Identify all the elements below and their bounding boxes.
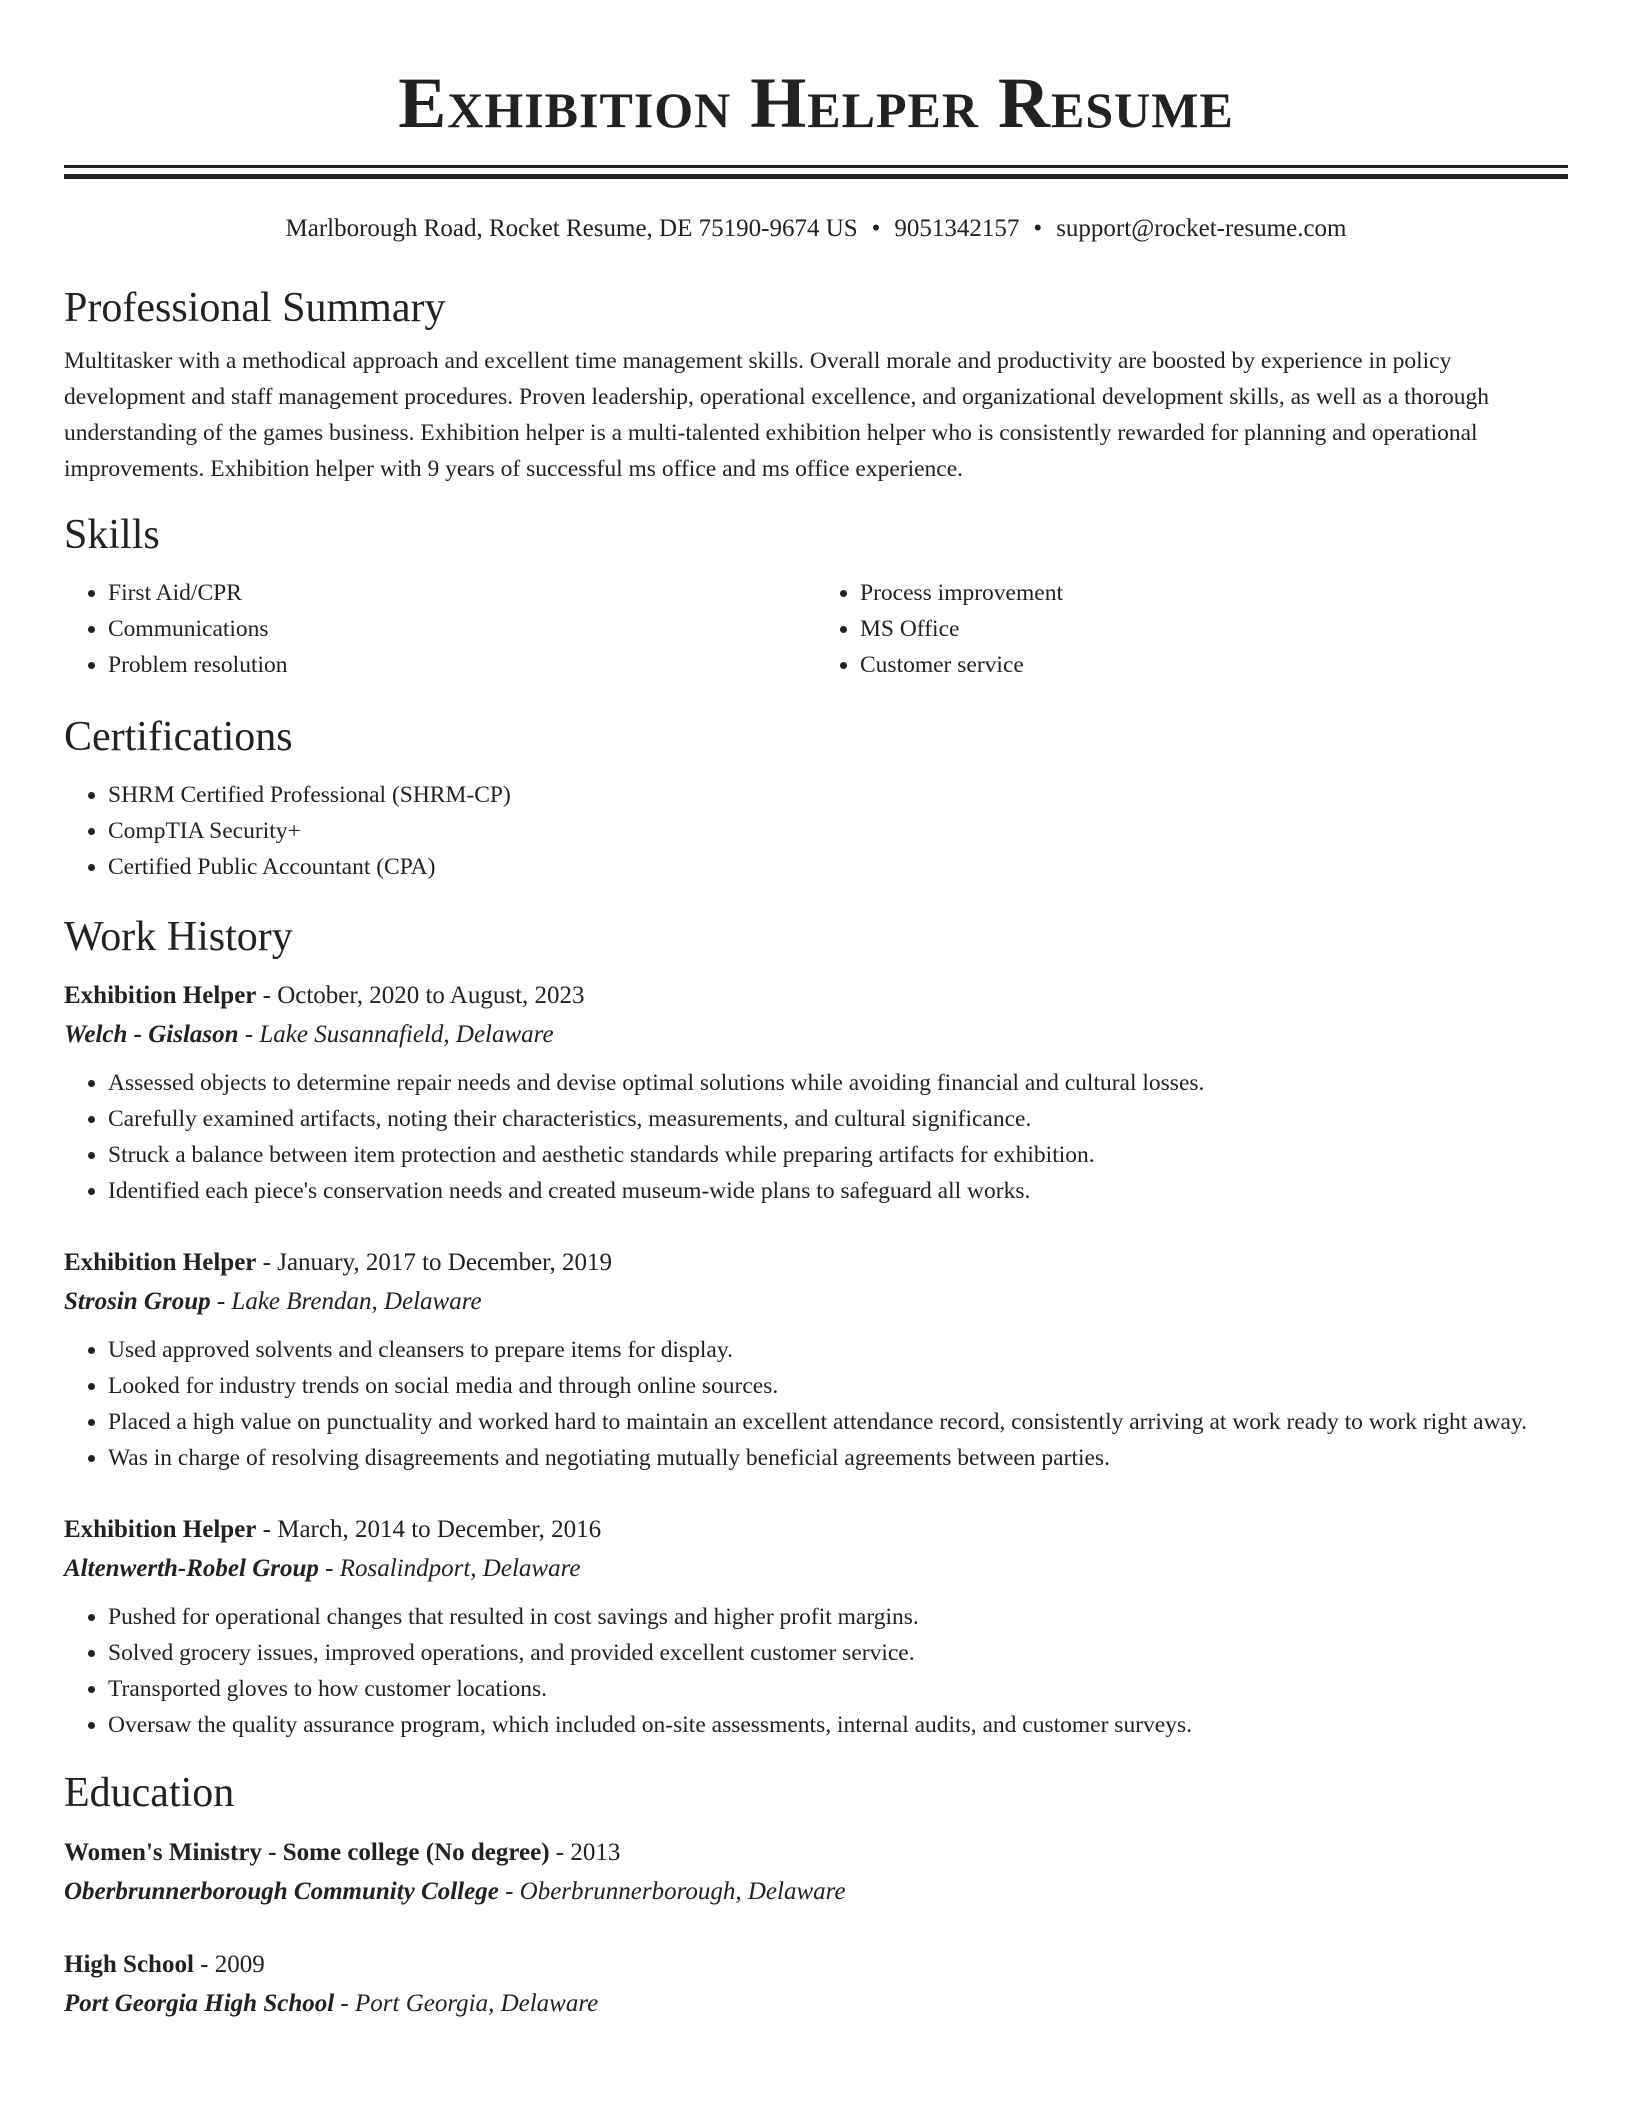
education-entry <box>64 1834 1568 1912</box>
skills-list <box>64 575 1568 683</box>
contact-phone: 9051342157 <box>894 215 1020 242</box>
education-year: - 2009 <box>193 1951 265 1978</box>
skill-item: • MS Office <box>860 611 1568 647</box>
skill-item: • Problem resolution <box>108 647 816 683</box>
education-school: Port Georgia High School <box>64 1990 335 2017</box>
job-bullet: • Carefully examined artifacts, noting their characteristics, measurements, and cultural significance. <box>108 1101 1568 1137</box>
job-bullet: • Placed a high value on punctuality and worked hard to maintain an excellent attendance record, consistently arriving at work ready to work right away. <box>108 1404 1568 1440</box>
education-heading: Education <box>64 1770 235 1816</box>
skill-item: • Process improvement <box>860 575 1568 611</box>
contact-separator: • <box>871 215 881 242</box>
job-dates: - October, 2020 to August, 2023 <box>256 982 585 1009</box>
job-bullet: • Oversaw the quality assurance program, which included on-site assessments, internal audits, and customer surveys. <box>108 1707 1568 1743</box>
education-degree-line <box>64 1834 1568 1872</box>
job-company-line <box>64 1282 1568 1322</box>
certification-item: • SHRM Certified Professional (SHRM-CP) <box>108 777 1568 813</box>
job-bullet: • Assessed objects to determine repair needs and devise optimal solutions while avoiding financial and cultural losses. <box>108 1065 1568 1101</box>
job-title-line <box>64 1244 1568 1282</box>
education-degree-line <box>64 1946 1568 1984</box>
job-entry <box>64 977 1568 1209</box>
job-title: Exhibition Helper <box>64 1249 257 1276</box>
job-bullet: • Was in charge of resolving disagreements and negotiating mutually beneficial agreements between parties. <box>108 1440 1568 1476</box>
contact-separator: • <box>1033 215 1043 242</box>
education-degree: Women's Ministry - Some college (No degree) <box>64 1839 550 1866</box>
contact-address: Marlborough Road, Rocket Resume, DE 75190-9674 US <box>285 215 858 242</box>
education-location: - Port Georgia, Delaware <box>334 1990 599 2017</box>
job-dates: - January, 2017 to December, 2019 <box>256 1249 612 1276</box>
job-bullet: • Looked for industry trends on social media and through online sources. <box>108 1368 1568 1404</box>
job-title: Exhibition Helper <box>64 1516 257 1543</box>
job-company-line <box>64 1015 1568 1055</box>
skills-column-right <box>816 575 1568 683</box>
resume-title: Exhibition Helper Resume <box>398 63 1234 143</box>
job-bullet: • Pushed for operational changes that resulted in cost savings and higher profit margins. <box>108 1599 1568 1635</box>
education-school-line <box>64 1872 1568 1912</box>
education-degree: High School <box>64 1951 194 1978</box>
work-history-heading: Work History <box>64 914 293 960</box>
job-location: - Lake Susannafield, Delaware <box>238 1021 554 1048</box>
contact-email: support@rocket-resume.com <box>1056 215 1347 242</box>
certifications-list <box>64 777 1568 885</box>
job-bullet: • Used approved solvents and cleansers to prepare items for display. <box>108 1332 1568 1368</box>
job-location: - Lake Brendan, Delaware <box>210 1288 482 1315</box>
certification-item: • Certified Public Accountant (CPA) <box>108 849 1568 885</box>
job-dates: - March, 2014 to December, 2016 <box>256 1516 602 1543</box>
certifications-heading: Certifications <box>64 714 293 760</box>
certification-item: • CompTIA Security+ <box>108 813 1568 849</box>
skill-item: • Customer service <box>860 647 1568 683</box>
skills-column-left <box>64 575 816 683</box>
job-entry <box>64 1511 1568 1743</box>
job-bullet: • Transported gloves to how customer locations. <box>108 1671 1568 1707</box>
job-company: Strosin Group <box>64 1288 211 1315</box>
contact-line <box>64 212 1568 246</box>
education-school: Oberbrunnerborough Community College <box>64 1878 499 1905</box>
education-location: - Oberbrunnerborough, Delaware <box>498 1878 846 1905</box>
job-bullets <box>64 1599 1568 1743</box>
job-bullet: • Identified each piece's conservation needs and created museum-wide plans to safeguard all works. <box>108 1173 1568 1209</box>
job-location: - Rosalindport, Delaware <box>318 1555 581 1582</box>
job-company: Altenwerth-Robel Group <box>64 1555 319 1582</box>
job-bullet: • Solved grocery issues, improved operations, and provided excellent customer service. <box>108 1635 1568 1671</box>
job-company: Welch - Gislason <box>64 1021 239 1048</box>
job-title: Exhibition Helper <box>64 982 257 1009</box>
job-company-line <box>64 1549 1568 1589</box>
job-title-line <box>64 977 1568 1015</box>
summary-text: Multitasker with a methodical approach and excellent time management skills. Overall morale and productivity are boosted by experience in policy development and staff management procedures. Proven leadership, operational excellence, and organizational development skills, as well as a thorough understanding of the games business. Exhibition helper is a multi-talented exhibition helper who is consistently rewarded for planning and operational improvements. Exhibition helper with 9 years of successful ms office and ms office experience. <box>64 348 1489 482</box>
skill-item: • Communications <box>108 611 816 647</box>
job-bullets <box>64 1065 1568 1209</box>
job-entry <box>64 1244 1568 1476</box>
education-year: - 2013 <box>549 1839 621 1866</box>
skills-heading: Skills <box>64 512 160 558</box>
title-divider-thick <box>64 174 1568 179</box>
education-entry <box>64 1946 1568 2024</box>
title-divider-thin <box>64 165 1568 168</box>
summary-heading: Professional Summary <box>64 285 446 331</box>
skill-item: • First Aid/CPR <box>108 575 816 611</box>
education-school-line <box>64 1984 1568 2024</box>
job-title-line <box>64 1511 1568 1549</box>
job-bullet: • Struck a balance between item protection and aesthetic standards while preparing artifacts for exhibition. <box>108 1137 1568 1173</box>
job-bullets <box>64 1332 1568 1476</box>
